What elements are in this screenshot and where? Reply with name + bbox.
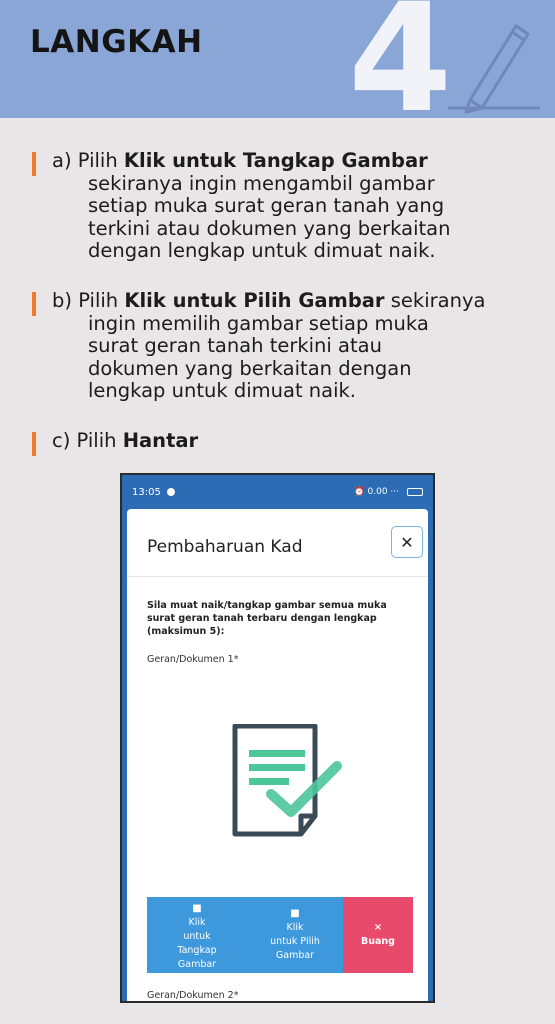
step-label: b) <box>52 289 72 312</box>
button-label: untuk Pilih <box>270 936 320 947</box>
step-text-rest: sekiranya <box>384 289 486 312</box>
document-check-icon <box>225 724 355 844</box>
status-icons: ⏰ 0.00 ··· <box>353 487 399 497</box>
delete-icon: × <box>373 922 383 933</box>
step-text-line: dengan lengkap untuk dimuat naik. <box>88 239 436 262</box>
banner-title: LANGKAH <box>30 24 203 60</box>
notification-icon <box>167 488 175 496</box>
battery-icon <box>407 488 423 496</box>
modal-header <box>127 509 428 577</box>
step-text-line: ingin memilih gambar setiap muka <box>88 311 429 335</box>
step-marker <box>32 152 36 176</box>
step-text-line: lengkap untuk dimuat naik. <box>88 379 357 402</box>
step-marker <box>32 432 36 456</box>
modal-backdrop <box>122 509 433 1003</box>
step-prefix: Pilih <box>76 429 123 452</box>
renewal-modal <box>127 509 428 1003</box>
document-2-label: Geran/Dokumen 2* <box>147 990 239 1001</box>
step-label: a) <box>52 149 72 172</box>
delete-button[interactable] <box>343 897 413 973</box>
step-text-line: surat geran tanah terkini atau <box>88 334 382 357</box>
close-icon: ✕ <box>400 532 414 552</box>
button-label: Klik <box>188 917 206 928</box>
button-label: Klik <box>286 922 304 933</box>
upload-actions <box>147 897 413 973</box>
step-text-line: sekiranya ingin mengambil gambar <box>88 171 435 195</box>
button-label: Tangkap <box>177 945 217 956</box>
step-b <box>32 290 547 403</box>
status-bar <box>122 475 433 509</box>
step-number: 4 <box>348 0 453 118</box>
step-prefix: Pilih <box>78 289 125 312</box>
step-action-name: Hantar <box>122 429 199 452</box>
step-c <box>32 430 547 453</box>
step-action-name: Klik untuk Tangkap Gambar <box>123 149 428 172</box>
close-button[interactable] <box>391 526 423 558</box>
select-image-button[interactable] <box>247 897 343 973</box>
file-icon: ■ <box>290 908 300 919</box>
button-label: Gambar <box>275 950 315 961</box>
status-time: 13:05 <box>132 486 161 498</box>
upload-instruction: Sila muat naik/tangkap gambar semua muka surat geran tanah terbaru dengan lengkap (maksimun 5): <box>147 600 387 637</box>
step-action-name: Klik untuk Pilih Gambar <box>124 289 385 312</box>
phone-screenshot <box>120 473 435 1003</box>
modal-title: Pembaharuan Kad <box>147 537 303 557</box>
header-banner <box>0 0 555 118</box>
camera-icon: ■ <box>192 903 202 914</box>
button-label: Buang <box>361 936 395 947</box>
capture-image-button[interactable] <box>147 897 247 973</box>
step-prefix: Pilih <box>77 149 124 172</box>
step-a <box>32 150 547 263</box>
document-1-label: Geran/Dokumen 1* <box>147 654 239 665</box>
button-label: untuk <box>183 931 211 942</box>
step-text-line: setiap muka surat geran tanah yang <box>88 194 445 217</box>
step-marker <box>32 292 36 316</box>
pencil-icon <box>440 8 550 116</box>
button-label: Gambar <box>177 959 217 970</box>
step-text-line: dokumen yang berkaitan dengan <box>88 356 412 380</box>
step-text-line: terkini atau dokumen yang berkaitan <box>88 216 451 240</box>
step-label: c) <box>52 429 71 452</box>
